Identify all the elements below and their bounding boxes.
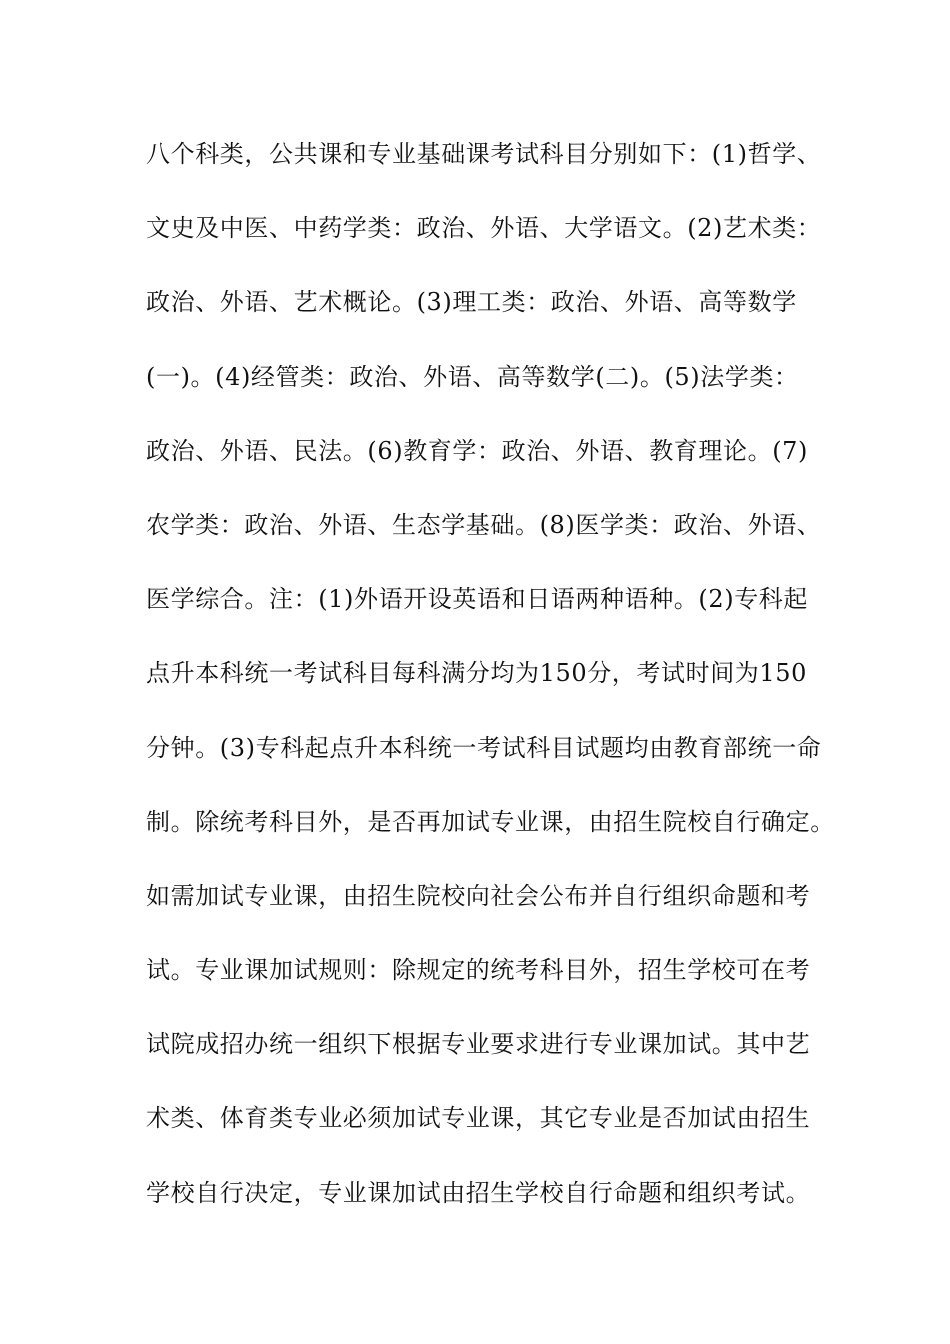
text-line-4: (一)。(4)经管类：政治、外语、高等数学(二)。(5)法学类： (146, 362, 799, 391)
text-line-13: 试院成招办统一组织下根据专业要求进行专业课加试。其中艺 (146, 1030, 811, 1059)
text-line-14: 术类、体育类专业必须加试专业课，其它专业是否加试由招生 (146, 1104, 811, 1133)
text-line-3: 政治、外语、艺术概论。(3)理工类：政治、外语、高等数学 (146, 288, 797, 317)
text-line-10: 制。除统考科目外，是否再加试专业课，由招生院校自行确定。 (146, 807, 835, 836)
text-line-12: 试。专业课加试规则：除规定的统考科目外，招生学校可在考 (146, 956, 811, 985)
body-text (146, 134, 835, 1247)
text-line-7: 医学综合。注：(1)外语开设英语和日语两种语种。(2)专科起 (146, 585, 808, 614)
text-line-8: 点升本科统一考试科目每科满分均为150分，考试时间为150 (146, 659, 808, 688)
text-line-5: 政治、外语、民法。(6)教育学：政治、外语、教育理论。(7) (146, 436, 808, 465)
text-line-1: 八个科类，公共课和专业基础课考试科目分别如下：(1)哲学、 (146, 140, 822, 168)
text-line-9: 分钟。(3)专科起点升本科统一考试科目试题均由教育部统一命 (146, 733, 822, 762)
text-line-2: 文史及中医、中药学类：政治、外语、大学语文。(2)艺术类： (146, 214, 822, 243)
text-line-15: 学校自行决定，专业课加试由招生学校自行命题和组织考试。 (146, 1178, 811, 1207)
text-line-6: 农学类：政治、外语、生态学基础。(8)医学类：政治、外语、 (146, 510, 822, 539)
text-line-11: 如需加试专业课，由招生院校向社会公布并自行组织命题和考 (146, 881, 811, 910)
